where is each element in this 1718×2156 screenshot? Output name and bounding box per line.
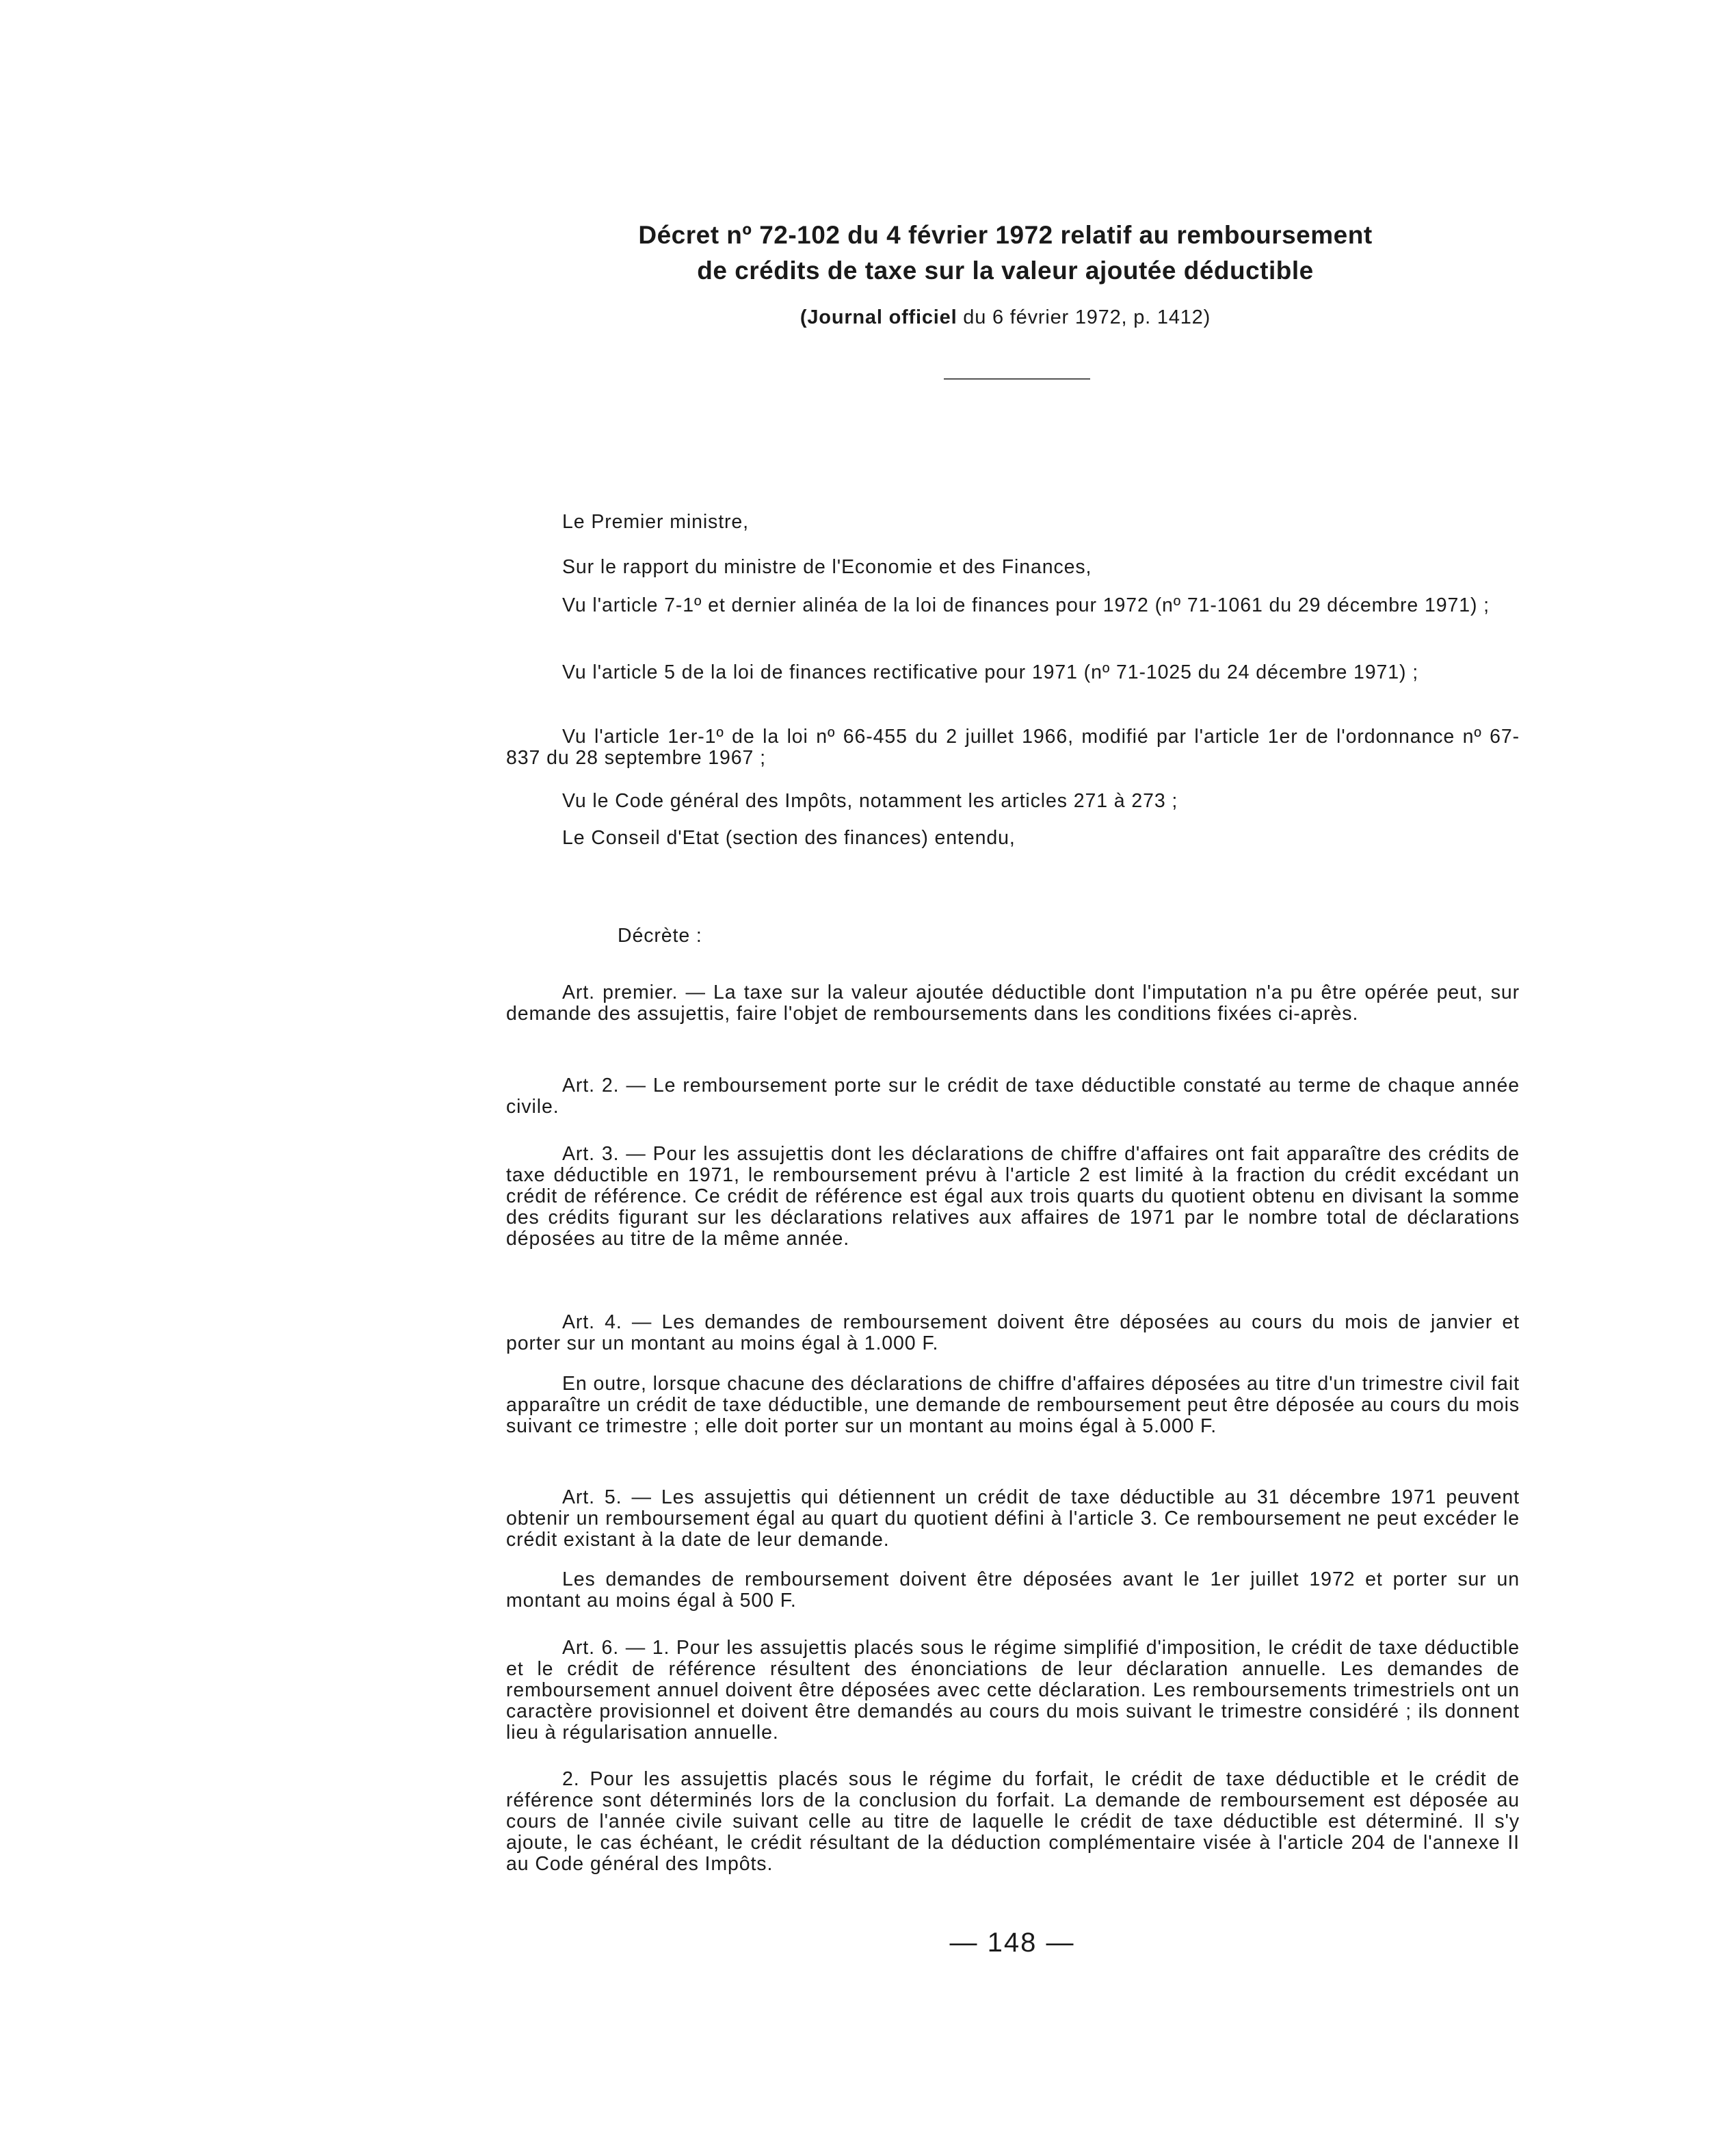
journal-date-page: du 6 février 1972, p. 1412) <box>957 306 1211 328</box>
journal-reference <box>479 304 1532 331</box>
preamble-vu-loi-1966: Vu l'article 1er-1º de la loi nº 66-455 du 2 juillet 1966, modifié par l'article 1er de l'ordonnance nº 67-837 du 28 septembre 1967 ; <box>506 726 1520 769</box>
article-6-paragraph-1: Art. 6. — 1. Pour les assujettis placés sous le régime simplifié d'imposition, le crédit de taxe déductible et le crédit de référence résultent des énonciations de leur déclaration annuelle. Les demandes de remboursement annuel doivent être déposées avec cette déclaration. Les remboursements trimestriels ont un caractère provisionnel et doivent être demandés au cours du mois suivant le trimestre considéré ; ils donnent lieu à régularisation annuelle. <box>506 1637 1520 1744</box>
decree-title-line-2: de crédits de taxe sur la valeur ajoutée déductible <box>697 257 1314 285</box>
article-3: Art. 3. — Pour les assujettis dont les déclarations de chiffre d'affaires ont fait apparaître des crédits de taxe déductible en 1971, le remboursement prévu à l'article 2 est limité à la fraction du crédit excédant un crédit de référence. Ce crédit de référence est égal aux trois quarts du quotient obtenu en divisant la somme des crédits figurant sur les déclarations relatives aux affaires de 1971 par le nombre total de déclarations déposées au titre de la même année. <box>506 1143 1520 1250</box>
article-premier: Art. premier. — La taxe sur la valeur ajoutée déductible dont l'imputation n'a pu être opérée peut, sur demande des assujettis, faire l'objet de remboursements dans les conditions fixées ci-après. <box>506 982 1520 1025</box>
article-6-paragraph-2: 2. Pour les assujettis placés sous le régime du forfait, le crédit de taxe déductible et le crédit de référence sont déterminés lors de la conclusion du forfait. La demande de remboursement est déposée au cours de l'année civile suivant celle au titre de laquelle le crédit de taxe déductible est déterminé. Il s'y ajoute, le cas échéant, le crédit résultant de la déduction complémentaire visée à l'article 204 de l'annexe II au Code général des Impôts. <box>506 1768 1520 1875</box>
preamble-vu-loi-rectificative-1971: Vu l'article 5 de la loi de finances rectificative pour 1971 (nº 71-1025 du 24 décembre 1971) ; <box>562 661 1419 683</box>
journal-name: (Journal officiel <box>799 306 957 328</box>
page-number: — 148 — <box>949 1928 1075 1958</box>
separator-rule <box>944 378 1090 380</box>
article-5: Art. 5. — Les assujettis qui détiennent un crédit de taxe déductible au 31 décembre 1971 peuvent obtenir un remboursement égal au quart du quotient défini à l'article 3. Ce remboursement ne peut excéder le crédit existant à la date de leur demande. <box>506 1486 1520 1551</box>
article-2: Art. 2. — Le remboursement porte sur le crédit de taxe déductible constaté au terme de chaque année civile. <box>506 1075 1520 1118</box>
article-4: Art. 4. — Les demandes de remboursement doivent être déposées au cours du mois de janvier et porter sur un montant au moins égal à 1.000 F. <box>506 1311 1520 1354</box>
decree-title-block <box>479 218 1532 331</box>
preamble-conseil-etat: Le Conseil d'Etat (section des finances) entendu, <box>562 827 1016 849</box>
decree-title-line-1: Décret nº 72-102 du 4 février 1972 relatif au remboursement <box>638 221 1373 249</box>
article-5-paragraph-2: Les demandes de remboursement doivent être déposées avant le 1er juillet 1972 et porter sur un montant au moins égal à 500 F. <box>506 1568 1520 1612</box>
decrete-heading: Décrète : <box>618 925 702 947</box>
preamble-vu-loi-finances-1972: Vu l'article 7-1º et dernier alinéa de la loi de finances pour 1972 (nº 71-1061 du 29 décembre 1971) ; <box>562 594 1490 616</box>
preamble-premier-ministre: Le Premier ministre, <box>562 511 749 533</box>
article-4-paragraph-2: En outre, lorsque chacune des déclarations de chiffre d'affaires déposées au titre d'un trimestre civil fait apparaître un crédit de taxe déductible, une demande de remboursement peut être déposée au cours du mois suivant ce trimestre ; elle doit porter sur un montant au moins égal à 5.000 F. <box>506 1373 1520 1437</box>
preamble-rapport: Sur le rapport du ministre de l'Economie et des Finances, <box>562 556 1092 578</box>
preamble-vu-code-general: Vu le Code général des Impôts, notamment les articles 271 à 273 ; <box>562 790 1178 812</box>
